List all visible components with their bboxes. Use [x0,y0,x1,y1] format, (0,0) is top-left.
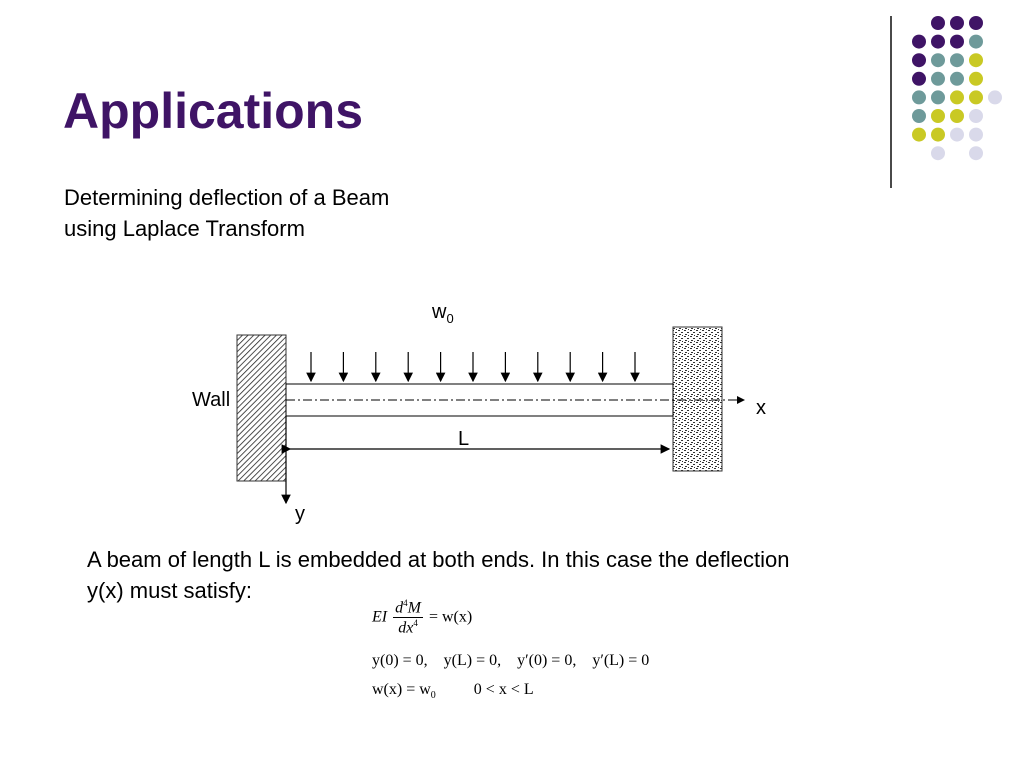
x-axis-label: x [756,397,766,419]
equation-1 [372,598,472,638]
body-text [87,544,967,606]
subtitle-line-2: using Laplace Transform [64,216,305,241]
equation-3: $w(x) = w_0$ 0 < x < L [372,681,534,702]
subtitle-line-1: Determining deflection of a Beam [64,185,390,210]
eq1-fraction: $\frac{d^4M}{dx^4}$ [395,598,421,637]
slide-title: Applications [63,83,364,139]
load-label: $w_0$ [432,301,454,326]
length-label: L [458,428,470,450]
body-line-2: y(x) must satisfy: [87,578,253,603]
right-wall [673,327,722,471]
y-axis-label: y [295,503,305,525]
left-wall [237,335,286,481]
eq1-rhs: = w(x) [428,608,473,626]
wall-label: Wall [192,389,231,411]
equation-2: y(0) = 0, y(L) = 0, y′(0) = 0, y′(L) = 0 [372,652,650,669]
body-line-1: A beam of length L is embedded at both ends. In this case the deflection [87,547,790,572]
distributed-load-arrows [311,352,635,381]
eq1-prefix: EI [372,608,388,626]
